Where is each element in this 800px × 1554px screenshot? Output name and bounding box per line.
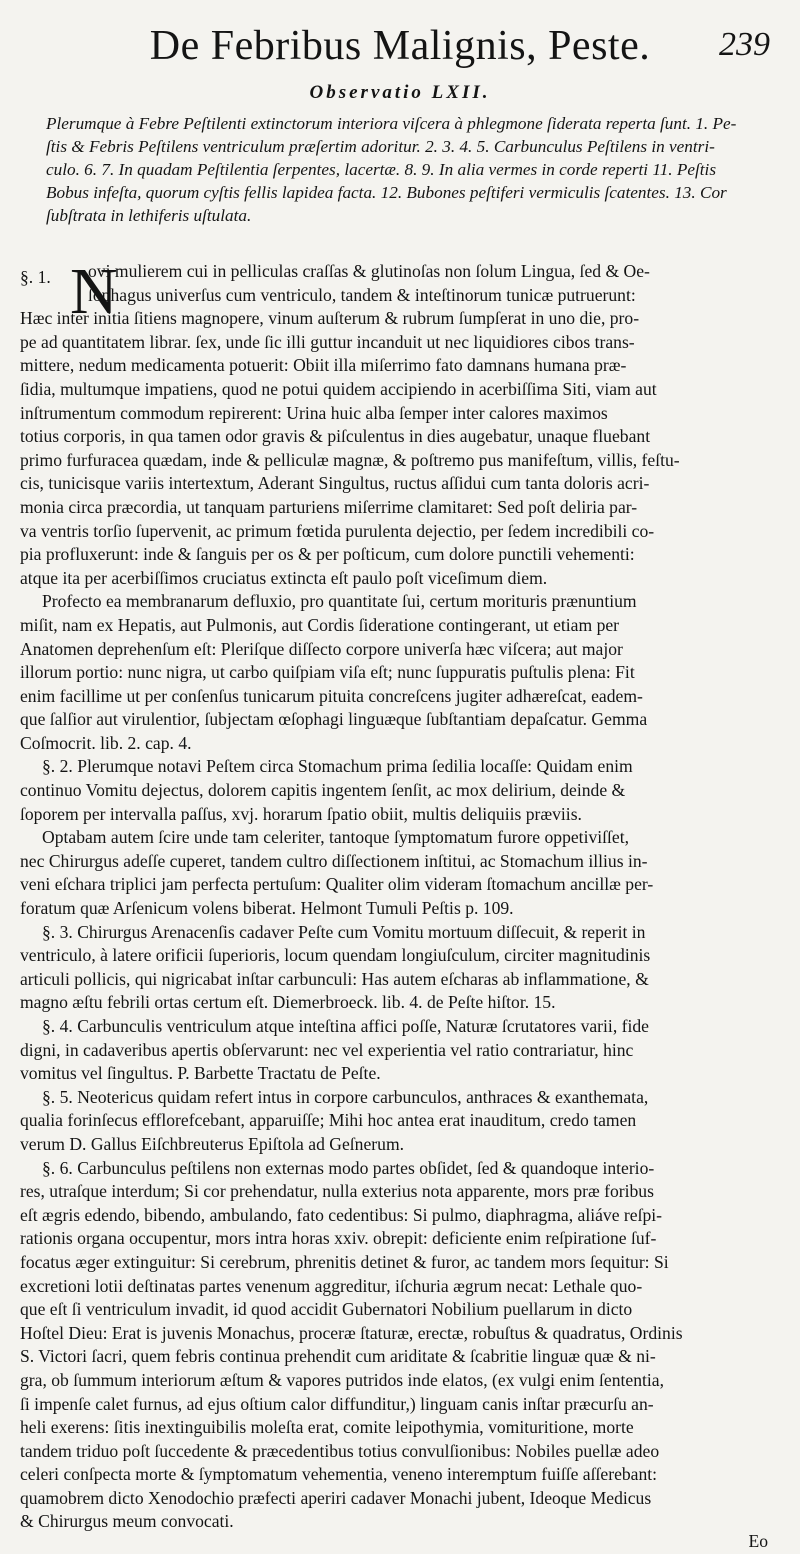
body-line: mittere, nedum medicamenta potuerit: Obiit illa miſerrimo fato damnans humana præ- bbox=[20, 355, 627, 376]
body-line: que eſt ſi ventriculum invadit, id quod accidit Gubernatori Nobilium puellarum in dicto bbox=[20, 1299, 633, 1320]
body-line: ovi mulierem cui in pelliculas craſſas & glutinoſas non ſolum Lingua, ſed & Oe- bbox=[88, 261, 650, 281]
body-line: monia circa præcordia, ut tanquam parturiens miſerrime clamitaret: Sed poſt deliria par- bbox=[20, 496, 638, 517]
body-line: primo furfuracea quædam, inde & pelliculæ magnæ, & poſtremo pus manifeſtum, villis, feſtu- bbox=[20, 449, 680, 470]
summary-line: Plerumque à Febre Peſtilenti extinctorum interiora viſcera à phlegmone ſiderata reperta ſunt. 1. Pe- bbox=[46, 114, 737, 133]
summary-line: Bobus infeſta, quorum cyſtis fellis lapidea facta. 12. Bubones peſtiferi vermiculis ſcatentes. 13. Cor bbox=[46, 183, 727, 202]
body-line: §. 2. Plerumque notavi Peſtem circa Stomachum prima ſedilia locaſſe: Quidam enim bbox=[42, 756, 633, 777]
body-line: ventriculo, à latere orificii ſuperioris, locum quendam longiuſculum, circiter magnitudinis bbox=[20, 945, 651, 966]
page-number: 239 bbox=[719, 26, 770, 63]
body-line: va ventris torſio ſupervenit, ac primum fœtida purulenta dejectio, per ſedem incredibili co- bbox=[20, 520, 655, 541]
observation-summary bbox=[46, 112, 776, 227]
body-line: rationis organa occupentur, mors intra horas xxiv. obrepit: deficiente enim reſpiratione ſuf- bbox=[20, 1228, 657, 1249]
catchword: Eo bbox=[748, 1531, 768, 1552]
section-1-label: §. 1. bbox=[20, 267, 51, 287]
body-line: que ſalſior aut virulentior, ſubjectam œſophagi linguæque ſubſtantiam depaſcatur. Gemma bbox=[20, 709, 648, 730]
body-line: quamobrem dicto Xenodochio præfecti aperiri cadaver Monachi jubent, Ideoque Medicus bbox=[20, 1487, 652, 1508]
body-line: vomitus vel ſingultus. P. Barbette Tractatu de Peſte. bbox=[20, 1063, 381, 1084]
body-line: S. Victori ſacri, quem febris continua prehendit cum ariditate & ſcabritie linguæ quæ & ni- bbox=[20, 1346, 656, 1367]
body-line: verum D. Gallus Eiſchbreuterus Epiſtola ad Geſnerum. bbox=[20, 1133, 405, 1154]
body-line: veni eſchara triplici jam perfecta pertuſum: Qualiter olim videram ſtomachum ancillæ per- bbox=[20, 874, 654, 895]
running-title: De Febribus Malignis, Peste. bbox=[149, 23, 651, 69]
summary-line: culo. 6. 7. In quadam Peſtilentia ſerpentes, lacertæ. 8. 9. In alia vermes in corde reperti 11. Peſtis bbox=[46, 160, 717, 179]
body-line: cis, tunicisque variis intertextum, Aderant Singultus, ructus aſſidui cum tanta doloris acri- bbox=[20, 473, 650, 494]
body-line: continuo Vomitu dejectus, dolorem capitis ingentem ſenſit, ac mox delirium, deinde & bbox=[20, 780, 626, 801]
drop-cap: N bbox=[70, 255, 118, 328]
body-line: ſophagus univerſus cum ventriculo, tandem & inteſtinorum tunicæ putruerunt: bbox=[88, 284, 636, 305]
body-line: atque ita per acerbiſſimos cruciatus extincta eſt paulo poſt viceſimum diem. bbox=[20, 567, 548, 588]
body-line: miſit, nam ex Hepatis, aut Pulmonis, aut Cordis ſideratione contingerant, ut etiam per bbox=[20, 614, 620, 635]
body-line: Coſmocrit. lib. 2. cap. 4. bbox=[20, 732, 192, 753]
body-line: qualia forinſecus efflorefcebant, apparuiſſe; Mihi hoc antea erat inauditum, credo tamen bbox=[20, 1110, 637, 1131]
body-line: & Chirurgus meum convocati. bbox=[20, 1511, 234, 1532]
body-text bbox=[20, 255, 790, 1554]
body-line: §. 4. Carbunculis ventriculum atque inteſtina affici poſſe, Naturæ ſcrutatores varii, fide bbox=[42, 1016, 649, 1036]
body-line: Optabam autem ſcire unde tam celeriter, tantoque ſymptomatum furore oppetiviſſet, bbox=[42, 827, 630, 848]
body-line: celeri conſpecta morte & ſymptomatum vehementia, veneno interemptum fuiſſe aſſerebant: bbox=[20, 1464, 658, 1485]
body-line: digni, in cadaveribus apertis obſervarunt: nec vel experientia vel ratio contrariatur, hinc bbox=[20, 1039, 634, 1060]
body-line: Hæc inter initia ſitiens magnopere, vinum auſterum & rubrum ſumpſerat in uno die, pro- bbox=[20, 308, 640, 329]
body-line: §. 5. Neotericus quidam refert intus in corpore carbunculos, anthraces & exanthemata, bbox=[42, 1086, 649, 1107]
body-line: ſidia, multumque impatiens, quod ne potui quidem accipiendo in acerbiſſima Siti, viam aut bbox=[20, 378, 657, 399]
body-line: §. 6. Carbunculus peſtilens non externas modo partes obſidet, ſed & quandoque interio- bbox=[42, 1157, 655, 1178]
body-line: illorum portio: nunc nigra, ut carbo quiſpiam viſa eſt; nunc ſuppuratis puſtulis plena: Fit bbox=[20, 662, 635, 683]
running-head bbox=[0, 16, 800, 86]
body-line: tandem triduo poſt ſuccedente & præcedentibus totius convulſionibus: Nobiles puellæ adeo bbox=[20, 1440, 660, 1461]
body-line: Anatomen deprehenſum eſt: Pleriſque diſſecto corpore univerſa hæc viſcera; aut major bbox=[20, 638, 623, 659]
body-line: excretioni lotii deſtinatas partes venenum aggreditur, iſchuria ægrum necat: Lethale quo- bbox=[20, 1275, 643, 1296]
observation-heading: Observatio LXII. bbox=[309, 82, 491, 103]
body-line: pe ad quantitatem librar. ſex, unde ſic illi guttur incanduit ut nec liquidiores cibos trans- bbox=[20, 331, 635, 352]
summary-line: ſubſtrata in lethiferis uſtulata. bbox=[46, 206, 252, 225]
body-line: enim facillime ut per conſenſus tunicarum pituita concreſcens jugiter adhæreſcat, eadem- bbox=[20, 685, 643, 706]
body-line: res, utraſque interdum; Si cor prehendatur, nulla exterius nota apparente, mors præ foribus bbox=[20, 1181, 654, 1202]
body-line: totius corporis, in qua tamen odor gravis & piſculentus in dies augebatur, unaque fluebant bbox=[20, 426, 651, 447]
body-line: ſi impenſe calet furnus, ad ejus oſtium calor diffunditur,) linguam canis inſtar præcurſu an- bbox=[20, 1393, 654, 1414]
summary-line: ſtis & Febris Peſtilens ventriculum præſertim adoritur. 2. 3. 4. 5. Carbunculus Peſtilens in ventri- bbox=[46, 137, 715, 156]
body-line: nec Chirurgus adeſſe cuperet, tandem cultro diſſectionem inſtitui, ac Stomachum illius in- bbox=[20, 850, 648, 871]
body-line: §. 3. Chirurgus Arenacenſis cadaver Peſte cum Vomitu mortuum diſſecuit, & reperit in bbox=[42, 921, 646, 942]
body-line: inſtrumentum commodum repirerent: Urina huic alba ſemper inter calores maximos bbox=[20, 402, 608, 423]
body-line: focatus æger extinguitur: Si cerebrum, phrenitis detinet & furor, ac tandem mors ſequitur: Si bbox=[20, 1251, 669, 1272]
body-line: eſt ægris edendo, bibendo, ambulando, fato cedentibus: Si pulmo, diaphragma, aliáve reſpi- bbox=[20, 1204, 663, 1225]
body-line: Hoſtel Dieu: Erat is juvenis Monachus, proceræ ſtaturæ, erectæ, robuſtus & quadratus, Ordinis bbox=[20, 1322, 683, 1343]
body-line: gra, ob ſummum interiorum æſtum & vapores putridos inde elatos, (ex vulgi enim ſententia, bbox=[20, 1369, 665, 1390]
body-line: pia profluxerunt: inde & ſanguis per os & per poſticum, cum dolore punctili vehementi: bbox=[20, 544, 635, 565]
body-line: foratum quæ Arſenicum volens biberat. Helmont Tumuli Peſtis p. 109. bbox=[20, 898, 514, 919]
body-line: ſoporem per intervalla paſſus, xvj. horarum ſpatio obiit, multis deliquiis præviis. bbox=[20, 803, 582, 824]
body-line: magno æſtu febrili ortas certum eſt. Diemerbroeck. lib. 4. de Peſte hiſtor. 15. bbox=[20, 992, 556, 1013]
body-lines bbox=[20, 255, 790, 1534]
body-line: Profecto ea membranarum defluxio, pro quantitate ſui, certum morituris prænuntium bbox=[42, 591, 637, 612]
body-line: articuli pollicis, qui nigricabat inſtar carbunculi: Has autem eſcharas ab inflammatione, & bbox=[20, 968, 649, 989]
body-line: heli exerens: ſitis inextinguibilis moleſta erat, comite leipothymia, vomituritione, morte bbox=[20, 1417, 634, 1438]
